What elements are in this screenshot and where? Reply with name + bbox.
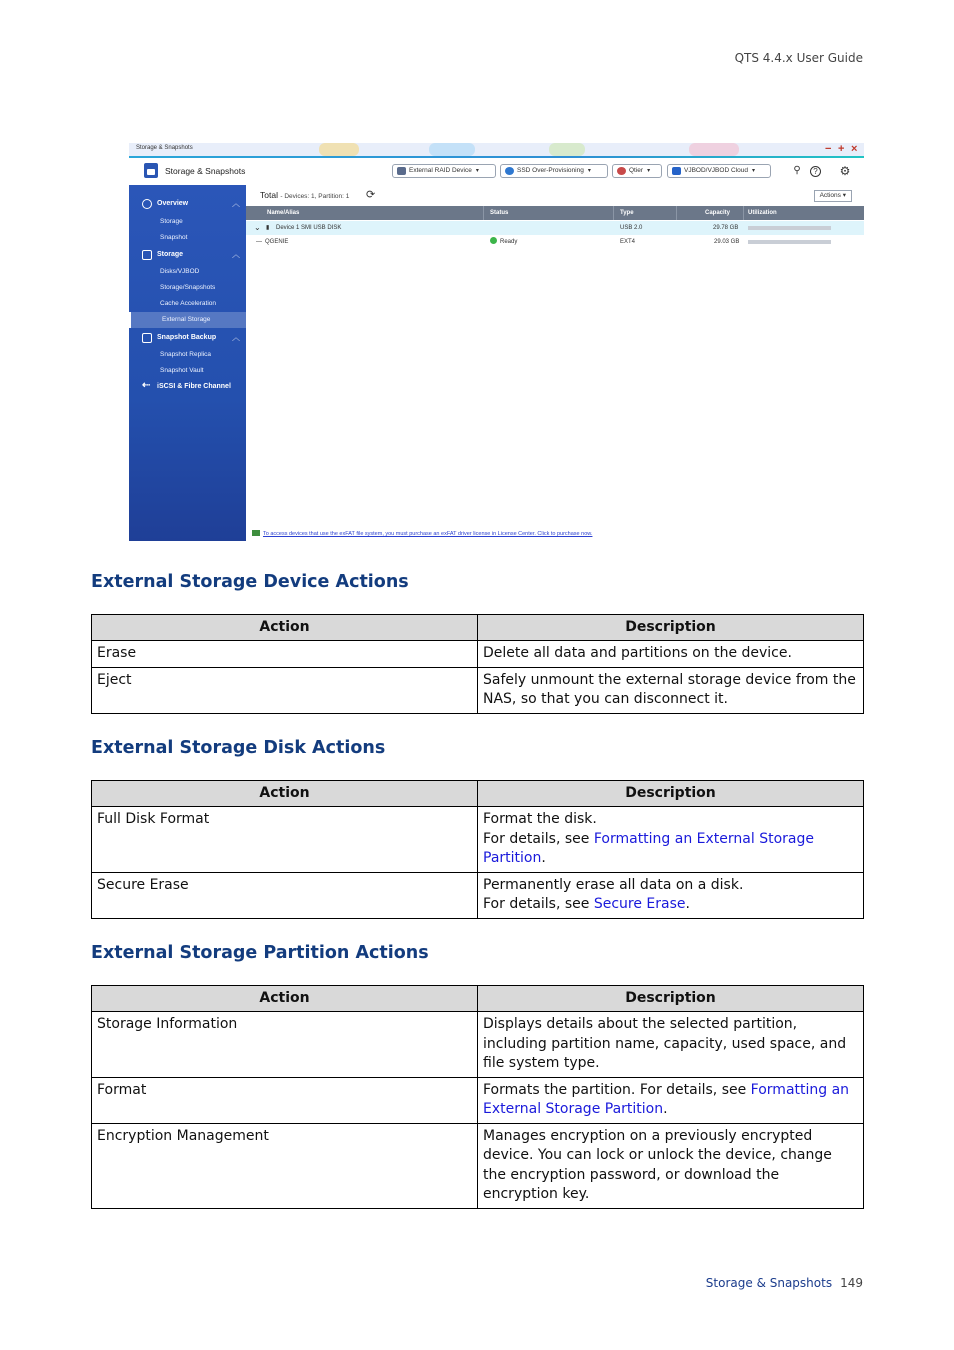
section-heading-disk-actions: External Storage Disk Actions	[91, 738, 386, 758]
app-title: Storage & Snapshots	[165, 166, 246, 176]
snapshot-backup-icon	[142, 333, 152, 343]
usb-disk-icon: ▮	[266, 225, 270, 231]
sidebar-section-label: Storage	[157, 251, 184, 258]
row-status: Ready	[500, 239, 518, 245]
description-cell	[478, 1077, 864, 1123]
column-divider	[483, 206, 484, 220]
description-prefix: Formats the partition. For details, see	[483, 1081, 751, 1098]
storage-icon	[142, 250, 152, 260]
ssd-over-provisioning-label: SSD Over-Provisioning	[517, 167, 584, 174]
table-row	[92, 1077, 864, 1123]
sidebar-section-snapshot-backup[interactable]	[129, 330, 246, 346]
device-actions-table	[91, 614, 864, 714]
column-header-action: Action	[92, 781, 478, 807]
chevron-up-icon: ︿	[232, 250, 240, 259]
main-panel	[246, 185, 864, 541]
ready-status-icon	[490, 237, 497, 244]
partition-actions-table	[91, 985, 864, 1209]
table-row	[92, 1012, 864, 1078]
description-line: Format the disk.	[483, 811, 597, 827]
table-row	[92, 667, 864, 713]
column-header[interactable]: Name/Alias	[267, 210, 300, 216]
table-header-row	[92, 615, 864, 641]
search-tools-icon[interactable]: ⚲	[793, 165, 801, 176]
section-heading-device-actions: External Storage Device Actions	[91, 572, 409, 592]
page-number: 149	[840, 1276, 863, 1290]
chevron-down-icon: ▾	[751, 168, 755, 174]
description-line	[483, 895, 858, 915]
sidebar-item-storage-overview[interactable]: Storage	[160, 218, 183, 225]
sidebar-item-snapshot-overview[interactable]: Snapshot	[160, 234, 188, 241]
action-cell: Full Disk Format	[92, 807, 478, 873]
sidebar-item-storage-snapshots[interactable]: Storage/Snapshots	[160, 284, 216, 291]
app-toolbar	[129, 158, 864, 185]
window-titlebar	[129, 143, 864, 156]
column-header-description: Description	[478, 615, 864, 641]
raid-icon	[397, 167, 406, 175]
column-divider	[676, 206, 677, 220]
chevron-down-icon: ▾	[647, 168, 651, 174]
sidebar-item-external-storage[interactable]: External Storage	[129, 312, 246, 328]
refresh-icon[interactable]: ⟳	[366, 189, 376, 201]
chevron-down-icon: ▾	[475, 168, 479, 174]
action-cell: Erase	[92, 641, 478, 668]
chevron-down-icon[interactable]: ⌄	[254, 223, 261, 232]
sidebar-item-cache[interactable]: Cache Acceleration	[160, 300, 217, 307]
row-capacity: 29.78 GB	[713, 225, 739, 231]
column-header-description: Description	[478, 781, 864, 807]
qtier-label: Qtier	[629, 167, 644, 174]
row-type: EXT4	[620, 239, 636, 245]
column-header[interactable]: Type	[620, 210, 634, 216]
minimize-icon[interactable]: −	[825, 143, 832, 155]
sidebar-item-disks[interactable]: Disks/VJBOD	[160, 268, 200, 275]
description-cell: Manages encryption on a previously encrypted device. You can lock or unlock the device, change the encryption password, or download the encryption key.	[478, 1123, 864, 1208]
description-cell	[478, 807, 864, 873]
description-cell	[478, 872, 864, 918]
action-cell: Eject	[92, 667, 478, 713]
action-cell: Secure Erase	[92, 872, 478, 918]
device-table-header	[246, 206, 864, 220]
row-type: USB 2.0	[620, 225, 643, 231]
qtier-icon	[617, 167, 626, 175]
column-header[interactable]: Utilization	[748, 210, 777, 216]
description-prefix: For details, see	[483, 896, 594, 912]
table-row[interactable]	[246, 235, 864, 249]
actions-label: Actions	[819, 192, 841, 199]
vjbod-label: VJBOD/VJBOD Cloud	[684, 167, 748, 174]
total-detail: - Devices: 1, Partition: 1	[280, 193, 350, 200]
sidebar	[129, 185, 246, 541]
row-name: Device 1 SMI USB DISK	[276, 225, 342, 231]
notice-text: To access devices that use the exFAT file system, you must purchase an exFAT driver license in License Center. Click to purchase now.	[263, 531, 593, 537]
secure-erase-link[interactable]: Secure Erase	[593, 896, 686, 912]
close-icon[interactable]: ×	[851, 143, 858, 155]
chevron-up-icon: ︿	[232, 333, 240, 342]
description-line: Permanently erase all data on a disk.	[483, 876, 744, 893]
table-row	[92, 807, 864, 873]
window-title: Storage & Snapshots	[136, 145, 193, 151]
gear-icon[interactable]: ⚙	[839, 164, 851, 178]
vjbod-icon	[672, 167, 681, 175]
action-cell: Storage Information	[92, 1012, 478, 1078]
total-summary	[260, 190, 349, 200]
maximize-icon[interactable]: +	[838, 143, 845, 155]
iscsi-icon: ⇠	[142, 380, 151, 391]
external-raid-device-button[interactable]	[392, 164, 496, 178]
table-row	[92, 641, 864, 668]
column-header[interactable]: Capacity	[705, 210, 731, 216]
exfat-license-notice[interactable]	[252, 530, 592, 537]
disk-actions-table	[91, 780, 864, 919]
ssd-icon	[505, 167, 514, 175]
sidebar-section-label: Overview	[157, 200, 189, 207]
running-footer	[706, 1276, 863, 1290]
description-line	[483, 830, 858, 869]
external-raid-label: External RAID Device	[409, 167, 472, 174]
section-heading-partition-actions: External Storage Partition Actions	[91, 943, 429, 963]
description-prefix: For details, see	[483, 830, 594, 847]
chevron-up-icon: ︿	[232, 199, 240, 208]
sidebar-section-storage[interactable]	[129, 247, 246, 263]
action-cell: Encryption Management	[92, 1123, 478, 1208]
sidebar-section-overview[interactable]	[129, 196, 246, 212]
total-label: Total	[260, 190, 278, 200]
column-header-action: Action	[92, 615, 478, 641]
utilization-bar	[748, 226, 831, 230]
sidebar-item-snapshot-replica[interactable]: Snapshot Replica	[160, 351, 211, 358]
help-icon[interactable]: ?	[810, 166, 821, 177]
description-cell: Displays details about the selected partition, including partition name, capacity, used space, and file system type.	[478, 1012, 864, 1078]
storage-snapshots-screenshot	[129, 143, 864, 541]
footer-section: Storage & Snapshots	[705, 1276, 833, 1290]
vjbod-cloud-button[interactable]	[667, 164, 771, 178]
formatting-partition-link[interactable]: Formatting an External Storage Partition	[483, 1081, 850, 1117]
chevron-down-icon: ▾	[587, 168, 591, 174]
overview-icon	[142, 199, 152, 209]
description-suffix: .	[685, 896, 690, 912]
table-row	[92, 872, 864, 918]
column-header[interactable]: Status	[490, 210, 509, 216]
sidebar-section-label: Snapshot Backup	[157, 334, 217, 341]
sidebar-section-label: iSCSI & Fibre Channel	[157, 383, 231, 390]
qtier-button[interactable]	[612, 164, 662, 178]
ssd-over-provisioning-button[interactable]	[500, 164, 608, 178]
tree-branch-icon: —	[256, 239, 262, 245]
column-header-description: Description	[478, 986, 864, 1012]
description-suffix: .	[663, 1101, 668, 1117]
license-icon	[252, 530, 260, 536]
table-header-row	[92, 986, 864, 1012]
column-divider	[613, 206, 614, 220]
table-row[interactable]	[246, 221, 864, 235]
storage-app-icon	[144, 163, 158, 178]
sidebar-section-iscsi[interactable]	[129, 379, 246, 395]
description-suffix: .	[541, 850, 546, 866]
actions-button[interactable]: Actions ▾	[814, 190, 852, 202]
table-header-row	[92, 781, 864, 807]
description-cell: Delete all data and partitions on the device.	[478, 641, 864, 668]
table-row	[92, 1123, 864, 1208]
utilization-bar	[748, 240, 831, 244]
column-divider	[743, 206, 744, 220]
description-cell: Safely unmount the external storage device from the NAS, so that you can disconnect it.	[478, 667, 864, 713]
row-name: QGENIE	[265, 239, 289, 245]
formatting-partition-link[interactable]: Formatting an External Storage Partition	[483, 830, 814, 866]
running-header: QTS 4.4.x User Guide	[734, 51, 863, 65]
column-header-action: Action	[92, 986, 478, 1012]
action-cell: Format	[92, 1077, 478, 1123]
sidebar-item-snapshot-vault[interactable]: Snapshot Vault	[160, 367, 204, 374]
row-capacity: 29.03 GB	[714, 239, 740, 245]
